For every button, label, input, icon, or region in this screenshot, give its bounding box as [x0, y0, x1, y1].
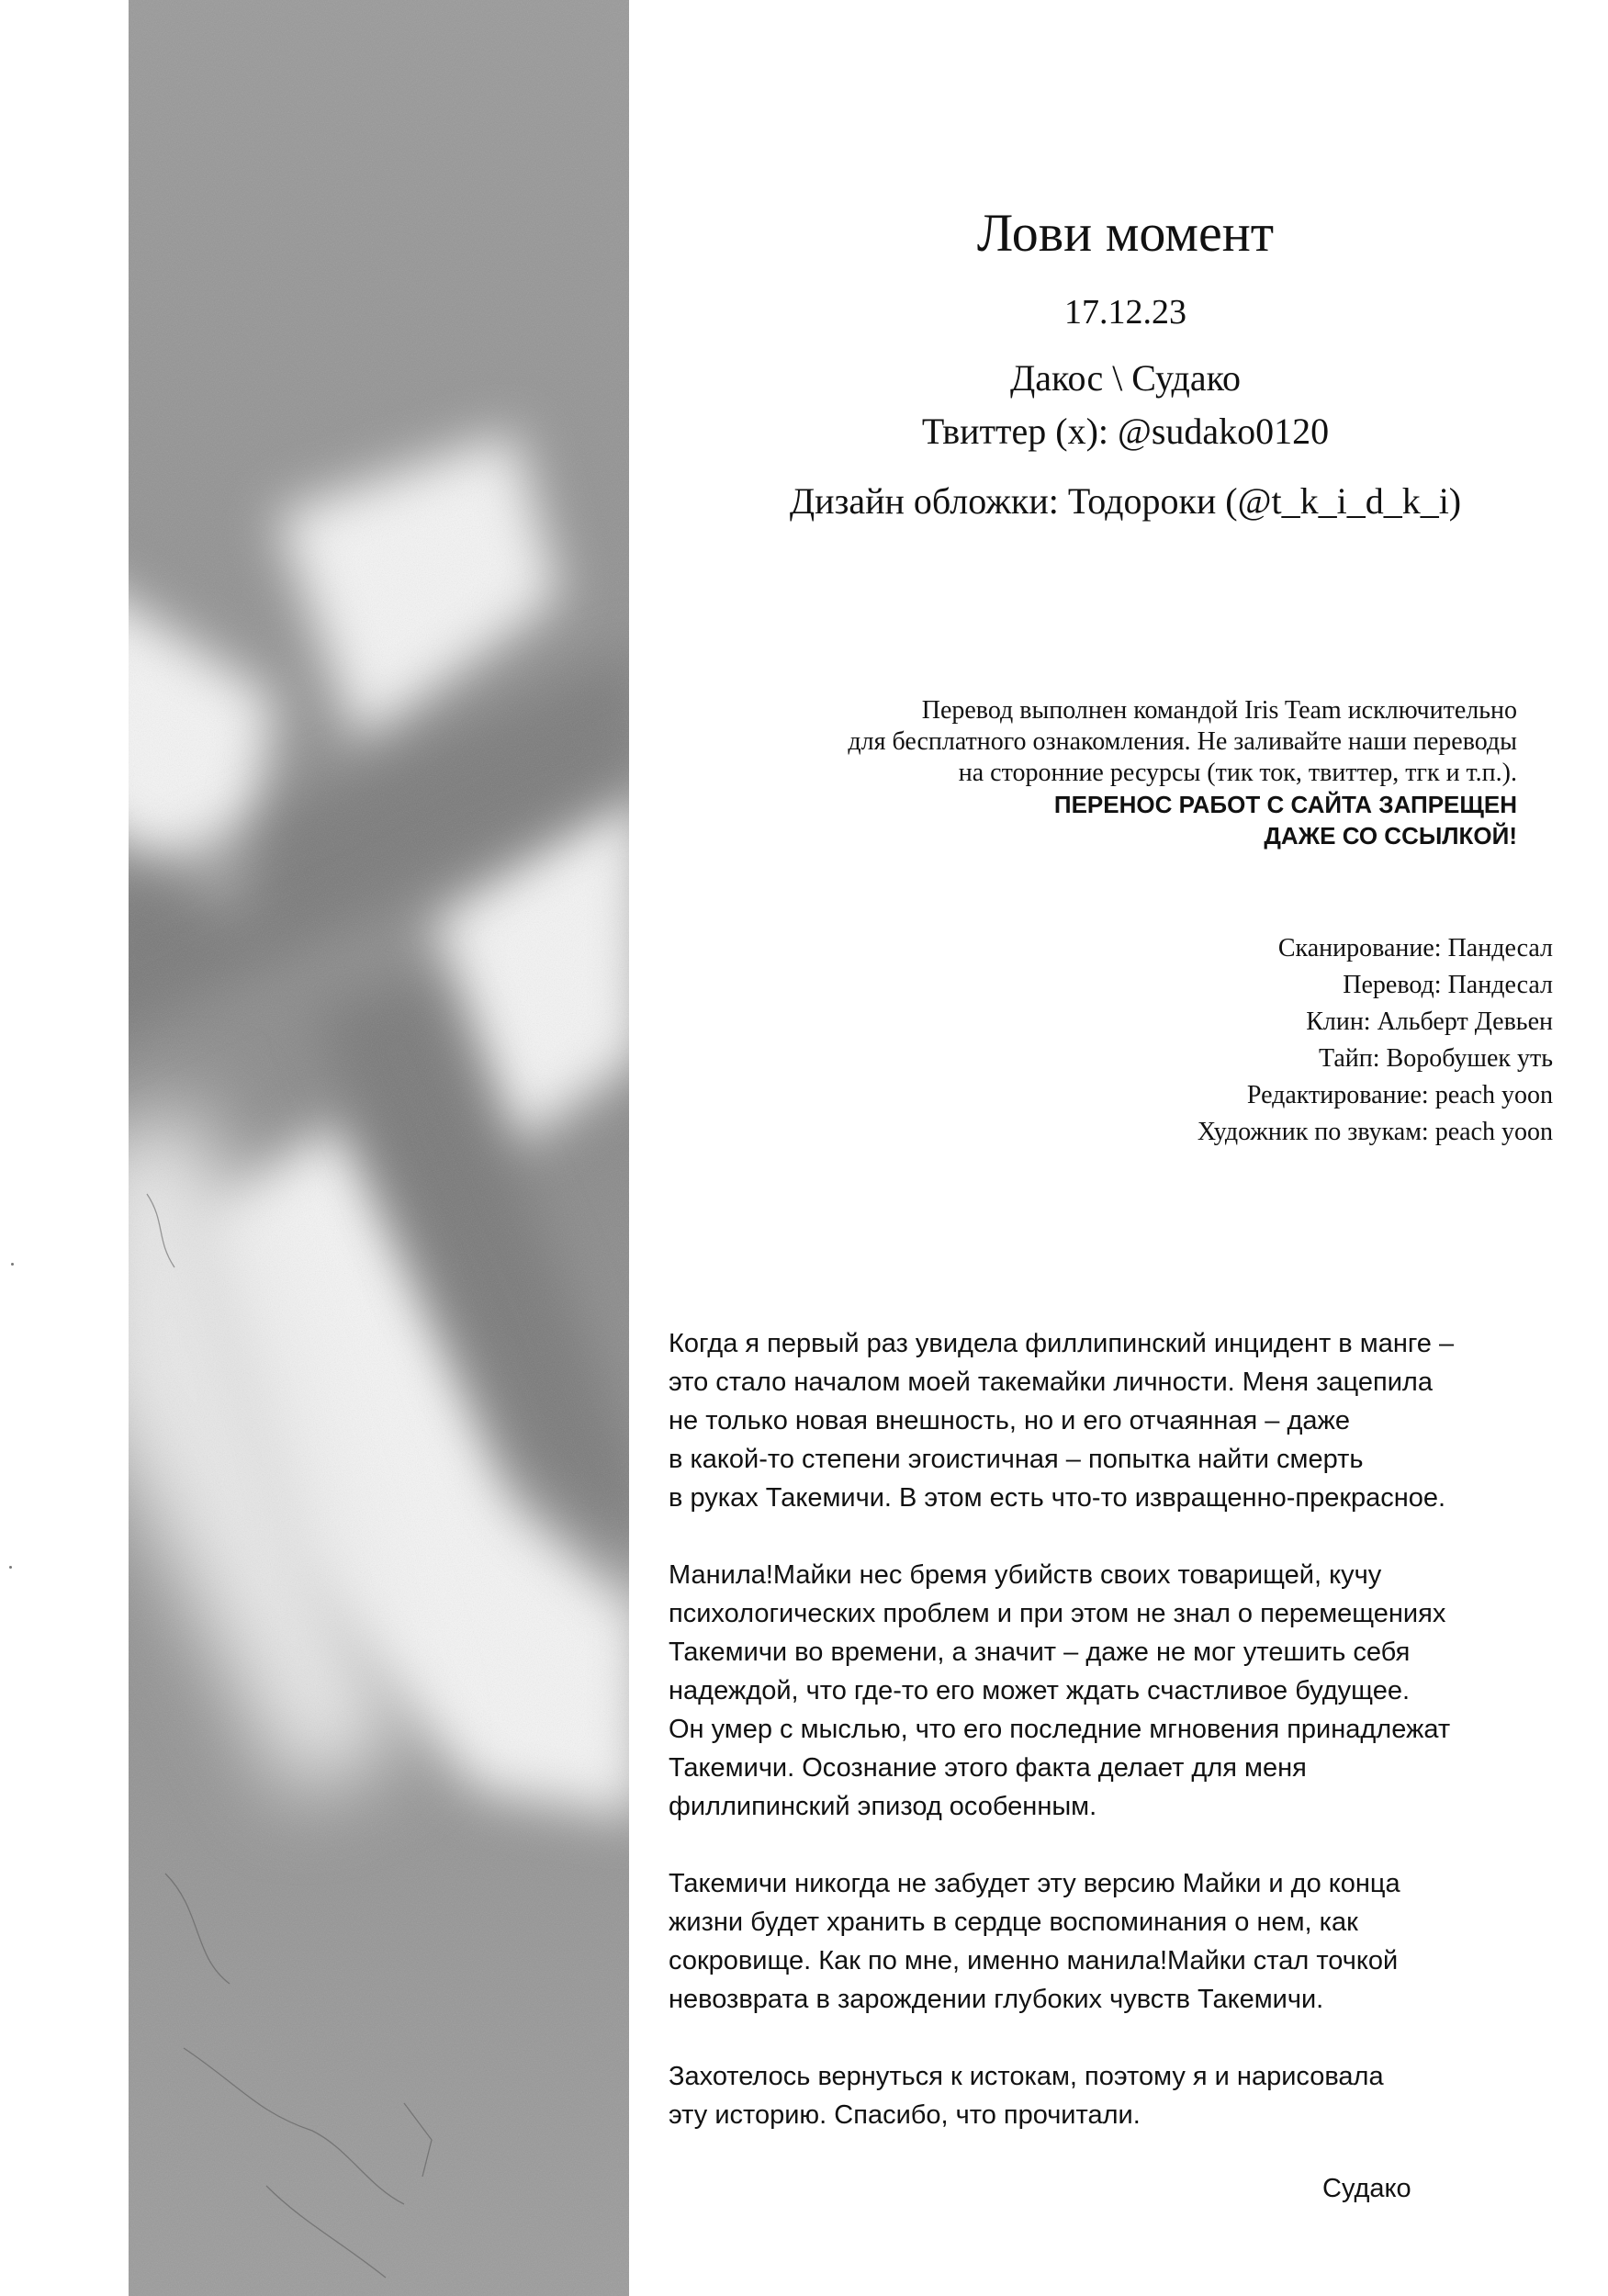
credit-type: Тайп: Воробушек уть: [1318, 1044, 1553, 1073]
release-date: 17.12.23: [1064, 293, 1186, 332]
staff-credits: [910, 930, 1553, 1151]
cover-design-line: Дизайн обложки: Тодороки (@t_k_i_d_k_i): [789, 480, 1462, 522]
afterword-line: Манила!Майки нес бремя убийств своих товарищей, кучу: [669, 1560, 1382, 1590]
afterword-line: Он умер с мыслью, что его последние мгновения принадлежат: [669, 1715, 1451, 1744]
afterword-paragraph: [669, 1556, 1578, 1826]
afterword-line: Такемичи. Осознание этого факта делает для меня: [669, 1753, 1307, 1783]
afterword-line: не только новая внешность, но и его отчаянная – даже: [669, 1406, 1351, 1435]
cover-photo-strip: [129, 0, 629, 2296]
page-title: Лови момент: [976, 203, 1275, 263]
afterword-line: надеждой, что где-то его может ждать счастливое будущее.: [669, 1676, 1411, 1705]
afterword-paragraph: [669, 2057, 1578, 2134]
twitter-line: Твиттер (x): @sudako0120: [921, 411, 1330, 452]
afterword-line: невозврата в зарождении глубоких чувств Такемичи.: [669, 1985, 1324, 2014]
afterword-paragraph: [669, 1324, 1578, 1517]
afterword-line: в какой-то степени эгоистичная – попытка найти смерть: [669, 1445, 1364, 1474]
afterword: [669, 1324, 1578, 2173]
afterword-paragraph: [669, 1864, 1578, 2019]
notice-line: Перевод выполнен командой Iris Team исключительно: [921, 696, 1517, 725]
afterword-line: филлипинский эпизод особенным.: [669, 1792, 1097, 1821]
afterword-line: сокровище. Как по мне, именно манила!Майки стал точкой: [669, 1946, 1399, 1975]
afterword-line: Захотелось вернуться к истокам, поэтому я и нарисовала: [669, 2062, 1384, 2091]
credit-scan: Сканирование: Пандесал: [1277, 934, 1553, 962]
page-speck: [9, 1566, 12, 1569]
afterword-line: в руках Такемичи. В этом есть что-то извращенно-прекрасное.: [669, 1483, 1446, 1513]
translation-notice: [691, 695, 1517, 851]
afterword-line: Такемичи никогда не забудет эту версию Майки и до конца: [669, 1869, 1400, 1898]
credit-sfx: Художник по звукам: peach yoon: [1197, 1118, 1553, 1146]
notice-line: на сторонние ресурсы (тик ток, твиттер, тгк и т.п.).: [958, 759, 1517, 787]
afterword-line: психологических проблем и при этом не знал о перемещениях: [669, 1599, 1446, 1628]
credit-edit: Редактирование: peach yoon: [1246, 1081, 1553, 1109]
credit-translation: Перевод: Пандесал: [1343, 971, 1553, 999]
afterword-line: жизни будет хранить в сердце воспоминания о нем, как: [669, 1908, 1358, 1937]
afterword-line: это стало началом моей такемайки личности. Меня зацепила: [669, 1367, 1433, 1397]
afterword-line: Когда я первый раз увидела филлипинский инцидент в манге –: [669, 1329, 1455, 1358]
afterword-line: эту историю. Спасибо, что прочитали.: [669, 2100, 1141, 2130]
copy-warning-line: ДАЖЕ СО ССЫЛКОЙ!: [1264, 822, 1517, 850]
page-speck: [11, 1263, 14, 1266]
afterword-line: Такемичи во времени, а значит – даже не мог утешить себя: [669, 1638, 1411, 1667]
author-signature: Судако: [1322, 2174, 1411, 2203]
notice-line: для бесплатного ознакомления. Не заливайте наши переводы: [848, 727, 1517, 756]
copy-warning-line: ПЕРЕНОС РАБОТ С САЙТА ЗАПРЕЩЕН: [1053, 791, 1517, 818]
authors-line: Дакос \ Судако: [1010, 357, 1241, 399]
credit-clean: Клин: Альберт Девьен: [1306, 1007, 1553, 1036]
